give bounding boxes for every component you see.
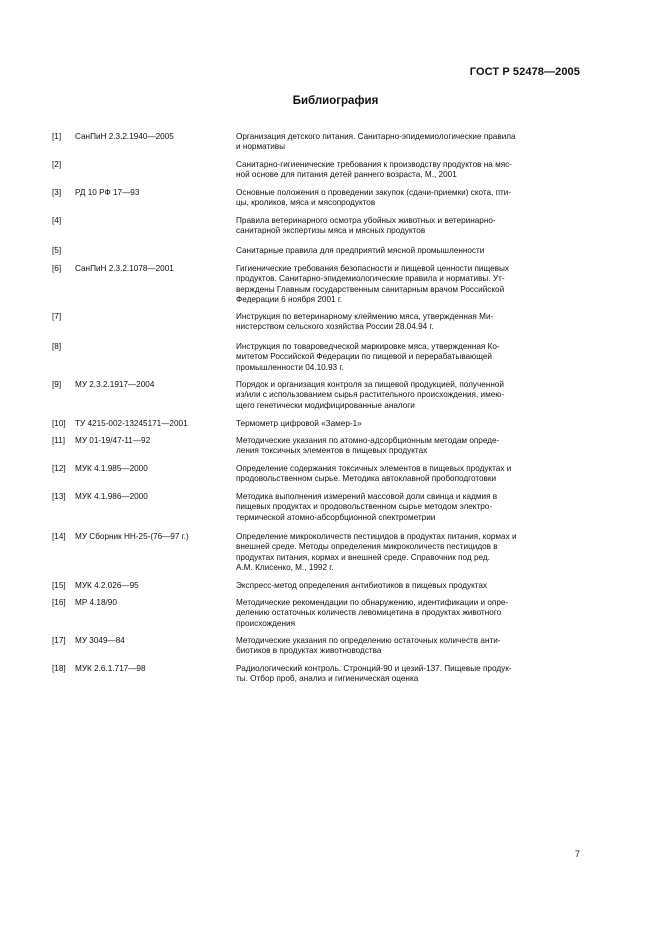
description-line: Методические рекомендации по обнаружению, идентификации и опре- <box>236 598 509 607</box>
entry-code: МУК 4.2.026—95 <box>75 581 139 590</box>
description-line: А.М. Клисенко, М., 1992 г. <box>236 562 334 572</box>
entry-description <box>236 581 580 591</box>
entry-description <box>236 312 580 333</box>
entry-code: МУ Сборник НН-25-(76—97 г.) <box>75 532 189 541</box>
description-line: санитарной экспертизы мяса и мясных продуктов <box>236 226 426 236</box>
description-line: Порядок и организация контроля за пищевой продукцией, полученной <box>236 380 504 389</box>
entry-number: [8] <box>52 342 62 351</box>
description-line: ты. Отбор проб, анализ и гигиеническая оценка <box>236 674 419 684</box>
description-line: Федерации 6 ноября 2001 г. <box>236 294 343 304</box>
entry-description <box>236 132 580 153</box>
entry-number: [5] <box>52 246 62 255</box>
entry-description <box>236 532 580 573</box>
description-line: происхождения <box>236 618 296 628</box>
description-line: щего генетически модифицированные аналоги <box>236 400 415 410</box>
description-line: Санитарно-гигиенические требования к производству продуктов на мяс- <box>236 160 512 169</box>
entry-number: [10] <box>52 419 66 428</box>
description-line: биотиков в продуктах животноводства <box>236 646 382 656</box>
entry-description <box>236 216 580 237</box>
entry-code: МУ 01-19/47-11—92 <box>75 436 151 445</box>
entry-number: [14] <box>52 532 66 541</box>
description-line: Организация детского питания. Санитарно-эпидемиологические правила <box>236 132 516 141</box>
description-line: продуктов. Санитарно-эпидемиологические правила и нормативы. Ут- <box>236 274 505 284</box>
page-number: 7 <box>574 849 580 859</box>
description-line: продовольственном сырье. Методика автоклавной пробоподготовки <box>236 474 497 484</box>
entry-description <box>236 419 580 429</box>
description-line: ления токсичных элементов в пищевых продуктах <box>236 446 428 456</box>
description-line: продуктах питания, кормах и внешней среде. Справочник под ред. <box>236 552 490 562</box>
description-line: Методические указания по атомно-адсорбционным методам опреде- <box>236 436 500 445</box>
description-line: Санитарные правила для предприятий мясной промышленности <box>236 246 485 255</box>
description-line: Радиологический контроль. Стронций-90 и цезий-137. Пищевые продук- <box>236 664 512 673</box>
entry-code: РД 10 РФ 17—93 <box>75 188 140 197</box>
description-line: Определение микроколичеств пестицидов в продуктах питания, кормах и <box>236 532 517 541</box>
entry-description <box>236 380 580 411</box>
entry-number: [2] <box>52 160 62 169</box>
description-line: Термометр цифровой «Замер-1» <box>236 419 362 428</box>
entry-description <box>236 664 580 685</box>
entry-number: [9] <box>52 380 62 389</box>
description-line: и нормативы <box>236 142 286 152</box>
description-line: ной основе для питания детей раннего возраста, М., 2001 <box>236 170 457 180</box>
description-line: Инструкция по ветеринарному клеймению мяса, утвержденная Ми- <box>236 312 494 321</box>
entry-code: СанПиН 2.3.2.1940—2005 <box>75 132 174 141</box>
entry-number: [11] <box>52 436 66 445</box>
entry-description <box>236 464 580 485</box>
description-line: нистерством сельского хозяйства России 28.04.94 г. <box>236 322 434 332</box>
entry-number: [17] <box>52 636 66 645</box>
document-header: ГОСТ Р 52478—2005 <box>469 66 580 78</box>
description-line: пищевых продуктах и продовольственном сырье методом электро- <box>236 502 493 512</box>
entry-description <box>236 264 580 305</box>
description-line: верждены Главным государственным санитарным врачом Российской <box>236 284 505 294</box>
entry-description <box>236 188 580 209</box>
entry-code: СанПиН 2.3.2.1078—2001 <box>75 264 174 273</box>
entry-code: МУК 2.6.1.717—98 <box>75 664 146 673</box>
description-line: Экспресс-метод определения антибиотиков в пищевых продуктах <box>236 581 488 590</box>
description-line: термической атомно-абсорбционной спектрометрии <box>236 512 436 522</box>
entry-number: [18] <box>52 664 66 673</box>
entry-description <box>236 342 580 373</box>
entry-number: [16] <box>52 598 66 607</box>
entry-number: [12] <box>52 464 66 473</box>
entry-code: ТУ 4215-002-13245171—2001 <box>75 419 188 428</box>
entry-description <box>236 492 580 523</box>
description-line: из/или с использованием сырья растительного происхождения, имею- <box>236 390 505 400</box>
entry-description <box>236 160 580 181</box>
entry-code: МУ 2.3.2.1917—2004 <box>75 380 155 389</box>
description-line: Определение содержания токсичных элементов в пищевых продуктах и <box>236 464 512 473</box>
description-line: Правила ветеринарного осмотра убойных животных и ветеринарно- <box>236 216 496 225</box>
entry-description <box>236 246 580 256</box>
description-line: внешней среде. Методы определения микроколичеств пестицидов в <box>236 542 498 552</box>
entry-code: МУК 4.1.986—2000 <box>75 492 148 501</box>
description-line: Методические указания по определению остаточных количеств анти- <box>236 636 501 645</box>
description-line: Инструкция по товароведческой маркировке мяса, утвержденная Ко- <box>236 342 500 351</box>
entry-number: [1] <box>52 132 62 141</box>
entry-description <box>236 436 580 457</box>
description-line: делению остаточных количеств левомицетина в продуктах животного <box>236 608 502 618</box>
description-line: Основные положения о проведении закупок (сдачи-приемки) скота, пти- <box>236 188 512 197</box>
entry-code: МУ 3049—84 <box>75 636 125 645</box>
description-line: цы, кроликов, мяса и мясопродуктов <box>236 198 376 208</box>
entry-number: [3] <box>52 188 62 197</box>
entry-description <box>236 636 580 657</box>
entry-number: [7] <box>52 312 62 321</box>
description-line: митетом Российской Федерации по пищевой и перерабатывающей <box>236 352 492 362</box>
entry-number: [6] <box>52 264 62 273</box>
description-line: Методика выполнения измерений массовой доли свинца и кадмия в <box>236 492 498 501</box>
description-line: Гигиенические требования безопасности и пищевой ценности пищевых <box>236 264 509 273</box>
page-title: Библиография <box>292 95 379 107</box>
entry-description <box>236 598 580 629</box>
entry-number: [15] <box>52 581 66 590</box>
entry-code: МУК 4.1.985—2000 <box>75 464 148 473</box>
description-line: промышленности 04.10.93 г. <box>236 362 344 372</box>
entry-code: МР 4.18/90 <box>75 598 117 607</box>
entry-number: [4] <box>52 216 62 225</box>
entry-number: [13] <box>52 492 66 501</box>
